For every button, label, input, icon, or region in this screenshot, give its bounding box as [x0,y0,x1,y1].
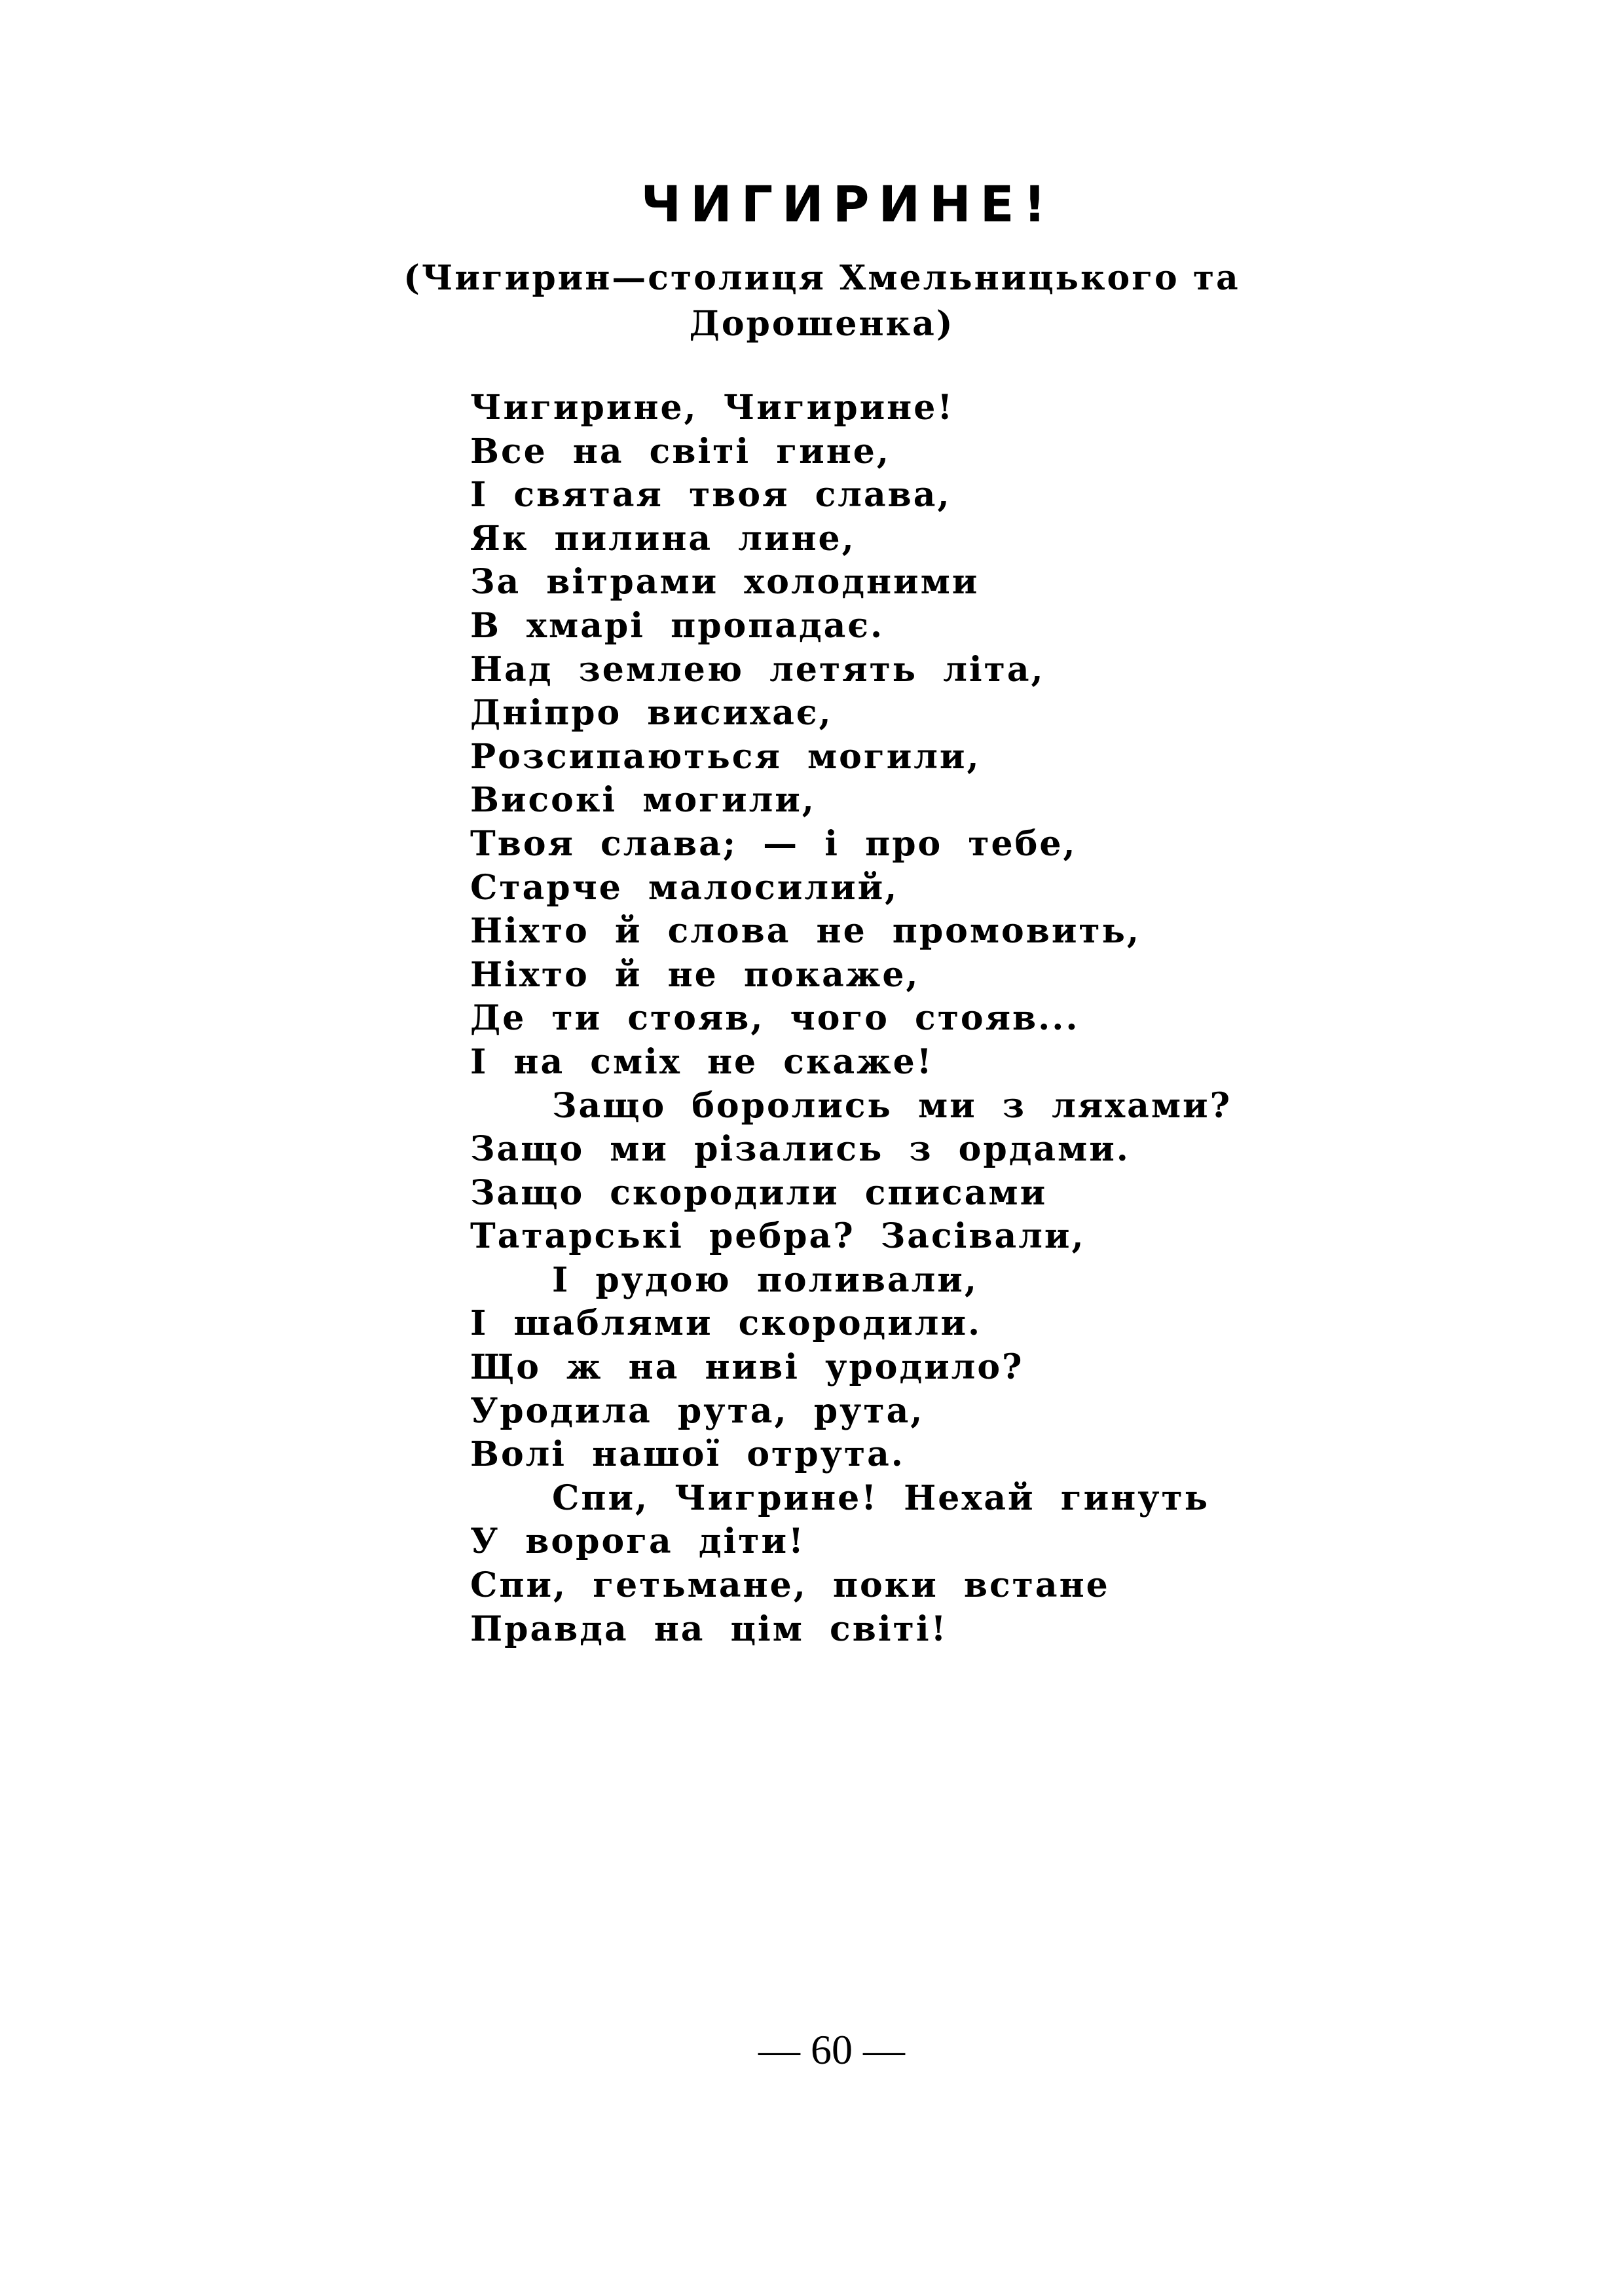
poem-line: Спи, гетьмане, поки встане [470,1565,1110,1606]
subtitle-line-2: Дорошенка) [689,304,955,344]
poem-line: Високі могили, [470,780,816,821]
poem-line: Як пилина лине, [470,518,856,559]
poem-line: Чигирине, Чигирине! [470,388,955,428]
poem-line: І шаблями скородили. [470,1303,982,1344]
poem-line: Спи, Чигрине! Нехай гинуть [552,1478,1210,1518]
poem-line: Що ж на ниві уродило? [470,1347,1024,1388]
poem-line: Дніпро висихає, [470,693,833,734]
poem-line: І рудою поливали, [552,1259,978,1300]
poem-line: Ніхто й не покаже, [470,954,920,995]
poem-line: Уродила рута, рута, [470,1390,925,1431]
poem-line: Ніхто й слова не промовить, [470,911,1141,952]
poem-line: Все на світі гине, [470,431,891,472]
poem-line: І святая твоя слава, [470,475,951,515]
poem-line: Татарські ребра? Засівали, [470,1216,1086,1257]
poem-line: Защо боролись ми з ляхами? [552,1085,1232,1126]
poem-line: Розсипаються могили, [470,736,981,777]
poem-subtitle [386,255,1257,347]
poem-title: ЧИГИРИНЕ! [640,175,1056,233]
page-number: — 60 — [758,2026,905,2073]
poem-line: За вітрами холодними [470,562,980,603]
poem-line: В хмарі пропадає. [470,605,885,646]
poem-line: Над землею летять літа, [470,649,1045,690]
poem-line: Правда на цім світі! [470,1609,948,1649]
poem-line: Защо ми різались з ордами. [470,1129,1130,1170]
poem-line: Старче малосилий, [470,867,899,908]
subtitle-line-1: (Чигирин—столиця Хмельницького та [403,258,1240,298]
poem-body [470,386,1321,1651]
poem-line: Волі нашої отрута. [470,1434,905,1475]
poem-line: У ворога діти! [470,1521,805,1562]
poem-line: Де ти стояв, чого стояв... [470,998,1080,1039]
poem-line: Защо скородили списами [470,1172,1048,1213]
poem-line: Твоя слава; — і про тебе, [470,823,1077,864]
poem-line: І на сміх не скаже! [470,1041,934,1082]
